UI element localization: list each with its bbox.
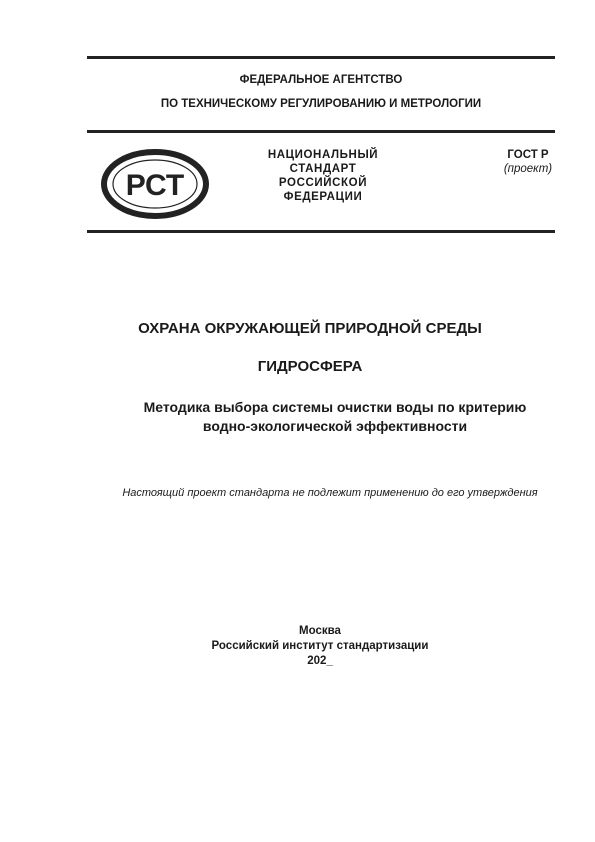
publisher-name: Российский институт стандартизации — [211, 640, 429, 652]
document-topic-line2: водно-экологической эффективности — [202, 418, 468, 434]
publisher-block — [140, 624, 500, 669]
standard-type-line4: ФЕДЕРАЦИИ — [283, 191, 363, 203]
middle-divider — [87, 130, 555, 133]
standard-type-line2: СТАНДАРТ — [289, 163, 357, 175]
draft-notice: Настоящий проект стандарта не подлежит применению до его утверждения — [122, 487, 538, 499]
agency-name-line2: ПО ТЕХНИЧЕСКОМУ РЕГУЛИРОВАНИЮ И МЕТРОЛОГИИ — [160, 98, 482, 110]
document-topic — [80, 398, 590, 436]
draft-status: (проект) — [503, 163, 553, 175]
rst-logo-icon — [101, 149, 209, 219]
bottom-divider — [87, 230, 555, 233]
agency-name-line1: ФЕДЕРАЛЬНОЕ АГЕНТСТВО — [239, 74, 403, 86]
standard-type-line3: РОССИЙСКОЙ — [278, 177, 368, 189]
logo-text: РСТ — [125, 169, 185, 202]
gost-code: ГОСТ Р — [507, 149, 549, 161]
standard-type-line1: НАЦИОНАЛЬНЫЙ — [267, 149, 379, 161]
publisher-city: Москва — [299, 625, 341, 637]
document-title: ОХРАНА ОКРУЖАЮЩЕЙ ПРИРОДНОЙ СРЕДЫ — [138, 320, 482, 337]
standard-designation — [488, 148, 568, 176]
document-subtitle: ГИДРОСФЕРА — [257, 358, 363, 375]
publication-year: 202_ — [307, 655, 333, 667]
standard-type — [248, 148, 398, 204]
top-divider — [87, 56, 555, 59]
document-topic-line1: Методика выбора системы очистки воды по критерию — [143, 399, 527, 415]
